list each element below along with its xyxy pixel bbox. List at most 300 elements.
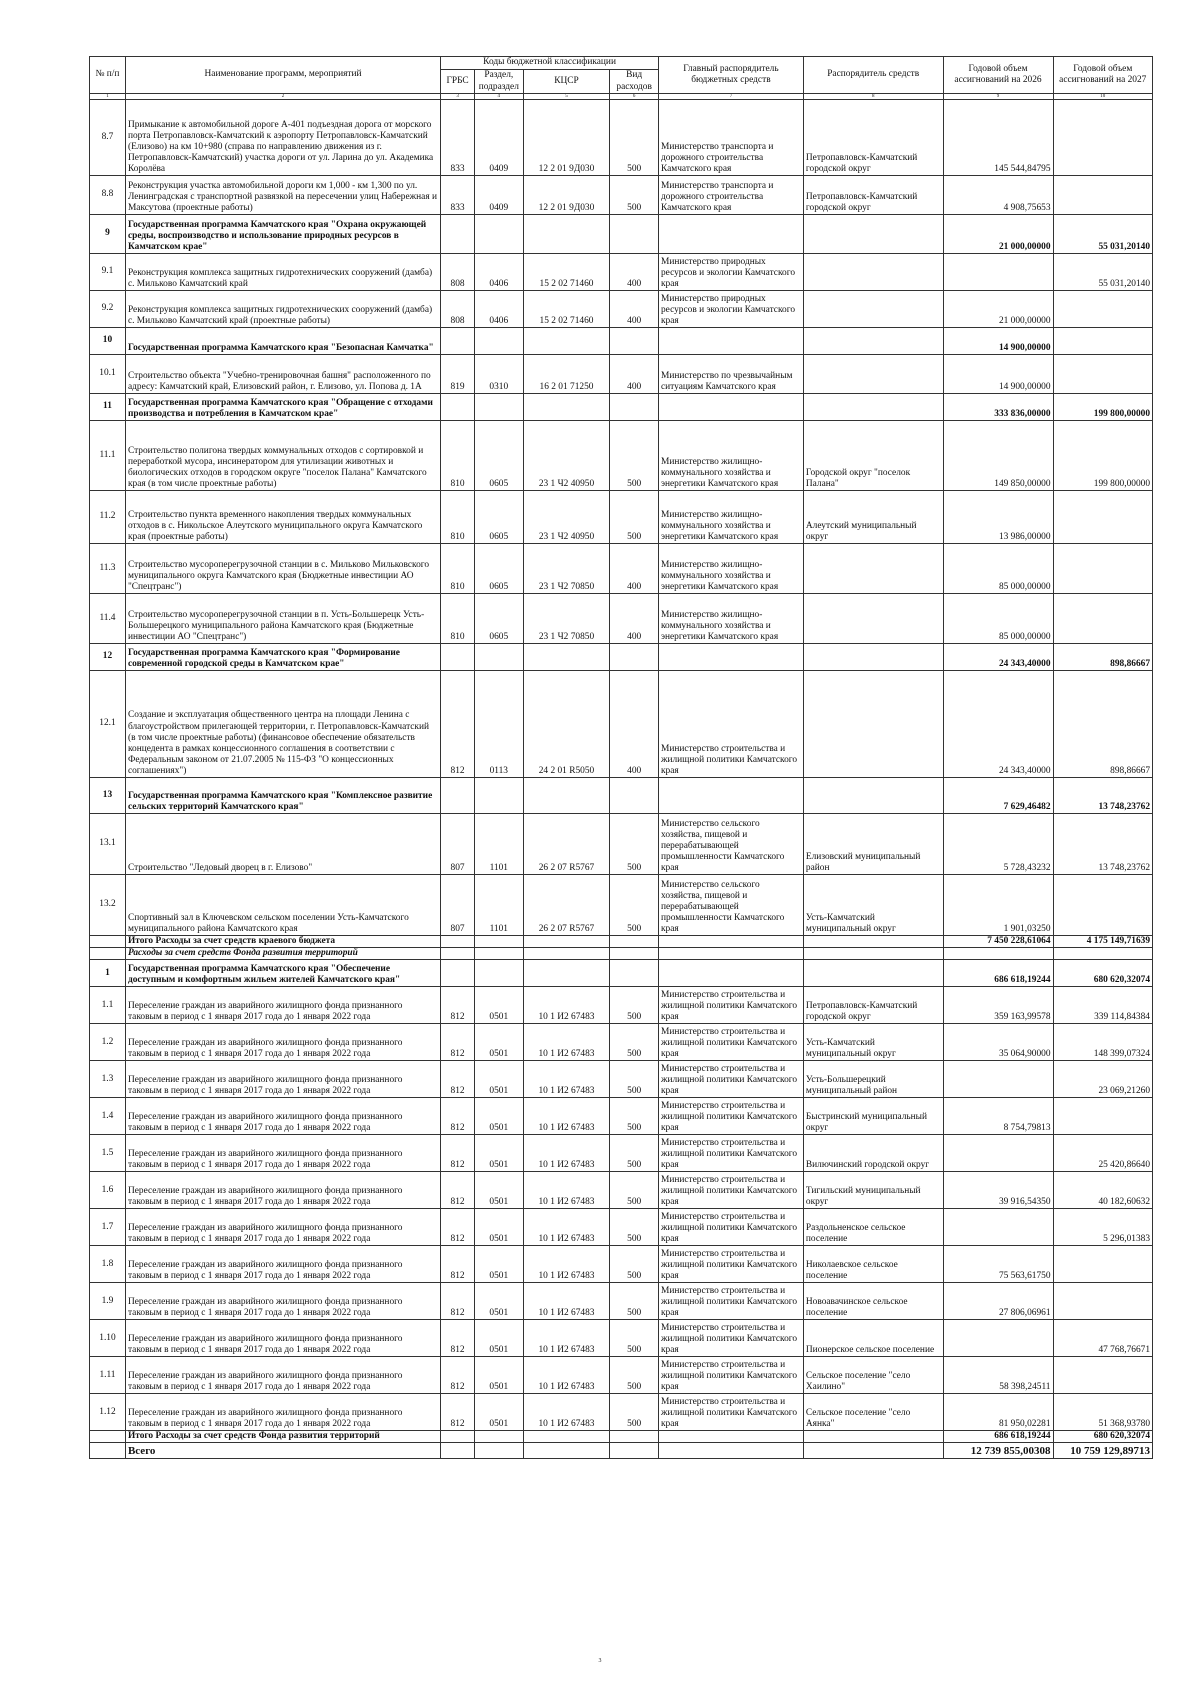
kcsr-cell — [523, 778, 610, 814]
razdel-cell: 0501 — [474, 1357, 523, 1394]
item-name: Всего — [125, 1443, 440, 1459]
manager-cell: Раздольненское сельское поселение — [803, 1209, 943, 1246]
grbs-cell — [441, 394, 475, 421]
kcsr-cell: 10 1 И2 67483 — [523, 1320, 610, 1357]
manager-cell: Петропавловск-Камчатский городской округ — [803, 987, 943, 1024]
razdel-cell — [474, 328, 523, 355]
kcsr-cell: 10 1 И2 67483 — [523, 1024, 610, 1061]
amount-2027 — [1053, 948, 1153, 960]
item-name: Итого Расходы за счет средств Фонда развития территорий — [125, 1431, 440, 1443]
amount-2027 — [1053, 1357, 1153, 1394]
grbs-cell: 812 — [441, 1098, 475, 1135]
kcsr-cell: 12 2 01 9Д030 — [523, 176, 610, 215]
amount-2026: 81 950,02281 — [943, 1394, 1053, 1431]
amount-2026: 686 618,19244 — [943, 1431, 1053, 1443]
grbs-cell: 812 — [441, 987, 475, 1024]
kcsr-cell: 12 2 01 9Д030 — [523, 100, 610, 176]
manager-cell: Усть-Камчатский муниципальный округ — [803, 1024, 943, 1061]
amount-2027 — [1053, 1246, 1153, 1283]
item-name: Государственная программа Камчатского края "Обеспечение доступным и комфортным жильем жителей Камчатского края" — [125, 960, 440, 987]
kcsr-cell: 10 1 И2 67483 — [523, 1357, 610, 1394]
row-number: 1.4 — [90, 1098, 126, 1135]
razdel-cell: 0605 — [474, 421, 523, 491]
grbs-cell: 833 — [441, 176, 475, 215]
amount-2027 — [1053, 355, 1153, 394]
main-manager-cell — [658, 948, 803, 960]
table-row — [90, 814, 1153, 875]
kcsr-cell — [523, 215, 610, 254]
table-body — [90, 100, 1153, 1459]
row-number: 12 — [90, 644, 126, 671]
razdel-cell: 0501 — [474, 1320, 523, 1357]
razdel-cell: 0501 — [474, 1172, 523, 1209]
item-name: Переселение граждан из аварийного жилищного фонда признанного таковым в период с 1 января 2017 года до 1 января 2022 года — [125, 1394, 440, 1431]
manager-cell — [803, 355, 943, 394]
vid-cell: 500 — [610, 1394, 659, 1431]
vid-cell — [610, 328, 659, 355]
amount-2026: 39 916,54350 — [943, 1172, 1053, 1209]
table-row — [90, 1246, 1153, 1283]
main-manager-cell: Министерство транспорта и дорожного строительства Камчатского края — [658, 100, 803, 176]
item-name: Реконструкция участка автомобильной дороги км 1,000 - км 1,300 по ул. Ленинградская с транспортной развязкой на пересечении улиц Набережная и Максутова (проектные работы) — [125, 176, 440, 215]
manager-cell — [803, 328, 943, 355]
amount-2026: 1 901,03250 — [943, 875, 1053, 936]
manager-cell: Сельское поселение "село Хаилино" — [803, 1357, 943, 1394]
row-number — [90, 936, 126, 948]
amount-2027 — [1053, 875, 1153, 936]
vid-cell: 500 — [610, 176, 659, 215]
item-name: Переселение граждан из аварийного жилищного фонда признанного таковым в период с 1 января 2017 года до 1 января 2022 года — [125, 1098, 440, 1135]
grbs-cell — [441, 948, 475, 960]
vid-cell: 500 — [610, 491, 659, 544]
vid-cell — [610, 1431, 659, 1443]
main-manager-cell: Министерство жилищно-коммунального хозяйства и энергетики Камчатского края — [658, 491, 803, 544]
item-name: Переселение граждан из аварийного жилищного фонда признанного таковым в период с 1 января 2017 года до 1 января 2022 года — [125, 1135, 440, 1172]
main-manager-cell: Министерство строительства и жилищной политики Камчатского края — [658, 671, 803, 778]
amount-2026 — [943, 1061, 1053, 1098]
amount-2026: 333 836,00000 — [943, 394, 1053, 421]
kcsr-cell — [523, 1431, 610, 1443]
razdel-cell — [474, 936, 523, 948]
main-manager-cell: Министерство строительства и жилищной политики Камчатского края — [658, 1357, 803, 1394]
razdel-cell: 0409 — [474, 100, 523, 176]
grbs-cell: 810 — [441, 491, 475, 544]
amount-2027: 4 175 149,71639 — [1053, 936, 1153, 948]
amount-2027: 898,86667 — [1053, 671, 1153, 778]
main-manager-cell: Министерство сельского хозяйства, пищевой и перерабатывающей промышленности Камчатского края — [658, 814, 803, 875]
table-row — [90, 1098, 1153, 1135]
manager-cell — [803, 1443, 943, 1459]
razdel-cell: 0501 — [474, 987, 523, 1024]
amount-2027: 680 620,32074 — [1053, 960, 1153, 987]
amount-2026 — [943, 254, 1053, 291]
grbs-cell: 808 — [441, 254, 475, 291]
amount-2026 — [943, 948, 1053, 960]
table-row — [90, 100, 1153, 176]
razdel-cell — [474, 394, 523, 421]
razdel-cell: 0406 — [474, 254, 523, 291]
item-name: Государственная программа Камчатского края "Комплексное развитие сельских территорий Камчатского края" — [125, 778, 440, 814]
table-row — [90, 875, 1153, 936]
table-row — [90, 1135, 1153, 1172]
table-row — [90, 544, 1153, 594]
main-manager-cell: Министерство строительства и жилищной политики Камчатского края — [658, 1172, 803, 1209]
grbs-cell: 810 — [441, 421, 475, 491]
row-number: 10 — [90, 328, 126, 355]
main-manager-cell: Министерство природных ресурсов и экологии Камчатского края — [658, 254, 803, 291]
grbs-cell — [441, 1431, 475, 1443]
table-row — [90, 1357, 1153, 1394]
amount-2026: 149 850,00000 — [943, 421, 1053, 491]
kcsr-cell: 16 2 01 71250 — [523, 355, 610, 394]
row-number: 11 — [90, 394, 126, 421]
kcsr-cell: 10 1 И2 67483 — [523, 1135, 610, 1172]
razdel-cell — [474, 778, 523, 814]
amount-2027: 55 031,20140 — [1053, 215, 1153, 254]
manager-cell — [803, 778, 943, 814]
vid-cell — [610, 1443, 659, 1459]
amount-2027: 199 800,00000 — [1053, 421, 1153, 491]
main-manager-cell: Министерство транспорта и дорожного строительства Камчатского края — [658, 176, 803, 215]
kcsr-cell — [523, 1443, 610, 1459]
manager-cell — [803, 254, 943, 291]
item-name: Строительство полигона твердых коммунальных отходов с сортировкой и переработкой мусора, инсинератором для утилизации животных и биологических отходов в городском округе "поселок Палана" Камчатского края (в том числе проектные работы) — [125, 421, 440, 491]
kcsr-cell: 10 1 И2 67483 — [523, 1283, 610, 1320]
amount-2027 — [1053, 594, 1153, 644]
main-manager-cell — [658, 1443, 803, 1459]
item-name: Переселение граждан из аварийного жилищного фонда признанного таковым в период с 1 января 2017 года до 1 января 2022 года — [125, 1061, 440, 1098]
grbs-cell: 812 — [441, 1246, 475, 1283]
manager-cell — [803, 544, 943, 594]
manager-cell: Городской округ "поселок Палана" — [803, 421, 943, 491]
header-kcsr: КЦСР — [523, 70, 610, 94]
kcsr-cell — [523, 936, 610, 948]
grbs-cell: 812 — [441, 1394, 475, 1431]
table-row — [90, 1283, 1153, 1320]
total-row — [90, 936, 1153, 948]
main-manager-cell: Министерство по чрезвычайным ситуациям Камчатского края — [658, 355, 803, 394]
vid-cell — [610, 948, 659, 960]
main-manager-cell: Министерство строительства и жилищной политики Камчатского края — [658, 1098, 803, 1135]
amount-2026: 4 908,75653 — [943, 176, 1053, 215]
manager-cell: Тигильский муниципальный округ — [803, 1172, 943, 1209]
col-number: 7 — [658, 94, 803, 100]
vid-cell: 500 — [610, 1357, 659, 1394]
razdel-cell: 0501 — [474, 1098, 523, 1135]
item-name: Переселение граждан из аварийного жилищного фонда признанного таковым в период с 1 января 2017 года до 1 января 2022 года — [125, 1209, 440, 1246]
vid-cell: 500 — [610, 1098, 659, 1135]
item-name: Реконструкция комплекса защитных гидротехнических сооружений (дамба) с. Мильково Камчатский край — [125, 254, 440, 291]
razdel-cell: 0310 — [474, 355, 523, 394]
grbs-cell: 812 — [441, 1172, 475, 1209]
kcsr-cell — [523, 960, 610, 987]
amount-2026: 12 739 855,00308 — [943, 1443, 1053, 1459]
grbs-cell — [441, 328, 475, 355]
razdel-cell: 0409 — [474, 176, 523, 215]
item-name: Государственная программа Камчатского края "Обращение с отходами производства и потребления в Камчатском крае" — [125, 394, 440, 421]
vid-cell: 500 — [610, 875, 659, 936]
row-number: 1.5 — [90, 1135, 126, 1172]
program-row — [90, 778, 1153, 814]
razdel-cell: 0605 — [474, 491, 523, 544]
main-manager-cell: Министерство жилищно-коммунального хозяйства и энергетики Камчатского края — [658, 594, 803, 644]
vid-cell — [610, 960, 659, 987]
table-row — [90, 421, 1153, 491]
amount-2026 — [943, 1209, 1053, 1246]
razdel-cell: 0501 — [474, 1135, 523, 1172]
vid-cell: 500 — [610, 1024, 659, 1061]
grbs-cell — [441, 215, 475, 254]
razdel-cell: 0501 — [474, 1394, 523, 1431]
col-number: 5 — [523, 94, 610, 100]
table-row — [90, 355, 1153, 394]
amount-2026: 14 900,00000 — [943, 328, 1053, 355]
kcsr-cell: 24 2 01 R5050 — [523, 671, 610, 778]
manager-cell — [803, 291, 943, 328]
amount-2027 — [1053, 491, 1153, 544]
page-number: 3 — [598, 1658, 602, 1664]
amount-2027 — [1053, 291, 1153, 328]
main-manager-cell: Министерство строительства и жилищной политики Камчатского края — [658, 1320, 803, 1357]
main-manager-cell: Министерство жилищно-коммунального хозяйства и энергетики Камчатского края — [658, 421, 803, 491]
table-row — [90, 1024, 1153, 1061]
main-manager-cell — [658, 394, 803, 421]
header-year-2027: Годовой объем ассигнований на 2027 — [1053, 57, 1153, 94]
kcsr-cell — [523, 328, 610, 355]
grbs-cell: 833 — [441, 100, 475, 176]
grbs-cell — [441, 960, 475, 987]
row-number — [90, 1443, 126, 1459]
amount-2027: 13 748,23762 — [1053, 814, 1153, 875]
amount-2027: 148 399,07324 — [1053, 1024, 1153, 1061]
amount-2026: 5 728,43232 — [943, 814, 1053, 875]
main-manager-cell: Министерство строительства и жилищной политики Камчатского края — [658, 1135, 803, 1172]
grbs-cell: 812 — [441, 1061, 475, 1098]
vid-cell: 500 — [610, 987, 659, 1024]
amount-2027 — [1053, 544, 1153, 594]
header-main-manager: Главный распорядитель бюджетных средств — [658, 57, 803, 94]
header-razdel: Раздел, подраздел — [474, 70, 523, 94]
kcsr-cell: 15 2 02 71460 — [523, 291, 610, 328]
manager-cell: Пионерское сельское поселение — [803, 1320, 943, 1357]
grbs-cell: 812 — [441, 1320, 475, 1357]
row-number: 10.1 — [90, 355, 126, 394]
grbs-cell — [441, 1443, 475, 1459]
table-row — [90, 1172, 1153, 1209]
item-name: Строительство объекта "Учебно-тренировочная башня" расположенного по адресу: Камчатский край, Елизовский район, г. Елизово, ул. Попова д. 1А — [125, 355, 440, 394]
row-number: 1.2 — [90, 1024, 126, 1061]
main-manager-cell — [658, 778, 803, 814]
amount-2027 — [1053, 1283, 1153, 1320]
program-row — [90, 960, 1153, 987]
col-number: 8 — [803, 94, 943, 100]
vid-cell: 400 — [610, 544, 659, 594]
vid-cell: 500 — [610, 100, 659, 176]
amount-2027: 680 620,32074 — [1053, 1431, 1153, 1443]
amount-2027: 13 748,23762 — [1053, 778, 1153, 814]
row-number: 9.2 — [90, 291, 126, 328]
amount-2026: 7 629,46482 — [943, 778, 1053, 814]
amount-2027: 51 368,93780 — [1053, 1394, 1153, 1431]
col-number: 1 — [90, 94, 126, 100]
amount-2026: 85 000,00000 — [943, 594, 1053, 644]
program-row — [90, 328, 1153, 355]
table-row — [90, 491, 1153, 544]
row-number: 11.3 — [90, 544, 126, 594]
total-row — [90, 1431, 1153, 1443]
main-manager-cell: Министерство жилищно-коммунального хозяйства и энергетики Камчатского края — [658, 544, 803, 594]
table-row — [90, 1061, 1153, 1098]
razdel-cell: 1101 — [474, 875, 523, 936]
kcsr-cell: 23 1 Ч2 70850 — [523, 544, 610, 594]
item-name: Переселение граждан из аварийного жилищного фонда признанного таковым в период с 1 января 2017 года до 1 января 2022 года — [125, 1024, 440, 1061]
item-name: Переселение граждан из аварийного жилищного фонда признанного таковым в период с 1 января 2017 года до 1 января 2022 года — [125, 1172, 440, 1209]
col-number: 6 — [610, 94, 659, 100]
razdel-cell: 0501 — [474, 1283, 523, 1320]
manager-cell — [803, 671, 943, 778]
manager-cell: Сельское поселение "село Аянка" — [803, 1394, 943, 1431]
amount-2027: 339 114,84384 — [1053, 987, 1153, 1024]
amount-2026: 75 563,61750 — [943, 1246, 1053, 1283]
row-number: 1.7 — [90, 1209, 126, 1246]
main-manager-cell: Министерство строительства и жилищной политики Камчатского края — [658, 1024, 803, 1061]
table-row — [90, 176, 1153, 215]
manager-cell: Елизовский муниципальный район — [803, 814, 943, 875]
row-number: 1.10 — [90, 1320, 126, 1357]
header-kbk-group: Коды бюджетной классификации — [441, 57, 659, 70]
table-row — [90, 1320, 1153, 1357]
razdel-cell: 0113 — [474, 671, 523, 778]
row-number: 13.1 — [90, 814, 126, 875]
row-number: 1 — [90, 960, 126, 987]
manager-cell — [803, 936, 943, 948]
grbs-cell: 812 — [441, 1024, 475, 1061]
item-name: Строительство "Ледовый дворец в г. Елизово" — [125, 814, 440, 875]
razdel-cell: 0605 — [474, 594, 523, 644]
col-number: 2 — [125, 94, 440, 100]
item-name: Реконструкция комплекса защитных гидротехнических сооружений (дамба) с. Мильково Камчатский край (проектные работы) — [125, 291, 440, 328]
manager-cell — [803, 948, 943, 960]
row-number: 13 — [90, 778, 126, 814]
kcsr-cell: 15 2 02 71460 — [523, 254, 610, 291]
amount-2026: 13 986,00000 — [943, 491, 1053, 544]
manager-cell: Быстринский муниципальный округ — [803, 1098, 943, 1135]
table-row — [90, 594, 1153, 644]
vid-cell: 500 — [610, 1246, 659, 1283]
grbs-cell — [441, 936, 475, 948]
row-number: 11.2 — [90, 491, 126, 544]
amount-2027: 47 768,76671 — [1053, 1320, 1153, 1357]
manager-cell: Вилючинский городской округ — [803, 1135, 943, 1172]
row-number: 11.1 — [90, 421, 126, 491]
vid-cell: 500 — [610, 421, 659, 491]
col-number: 3 — [441, 94, 475, 100]
razdel-cell: 0406 — [474, 291, 523, 328]
kcsr-cell: 23 1 Ч2 40950 — [523, 491, 610, 544]
manager-cell: Николаевское сельское поселение — [803, 1246, 943, 1283]
manager-cell: Алеутский муниципальный округ — [803, 491, 943, 544]
amount-2027: 55 031,20140 — [1053, 254, 1153, 291]
item-name: Строительство мусороперегрузочной станции в п. Усть-Большерецк Усть-Большерецкого муниципального района Камчатского края (Бюджетные инвестиции АО "Спецтранс") — [125, 594, 440, 644]
grbs-cell — [441, 778, 475, 814]
row-number: 9.1 — [90, 254, 126, 291]
row-number: 8.8 — [90, 176, 126, 215]
grbs-cell: 807 — [441, 814, 475, 875]
razdel-cell — [474, 960, 523, 987]
vid-cell: 500 — [610, 814, 659, 875]
header-year-2026: Годовой объем ассигнований на 2026 — [943, 57, 1053, 94]
razdel-cell — [474, 1443, 523, 1459]
amount-2026: 24 343,40000 — [943, 644, 1053, 671]
budget-table-page — [89, 56, 1153, 1459]
manager-cell — [803, 960, 943, 987]
vid-cell: 400 — [610, 254, 659, 291]
item-name: Спортивный зал в Ключевском сельском поселении Усть-Камчатского муниципального района Камчатского края — [125, 875, 440, 936]
row-number — [90, 1431, 126, 1443]
grbs-cell: 810 — [441, 594, 475, 644]
razdel-cell: 0501 — [474, 1246, 523, 1283]
col-number: 9 — [943, 94, 1053, 100]
kcsr-cell: 10 1 И2 67483 — [523, 1061, 610, 1098]
table-row — [90, 291, 1153, 328]
row-number: 13.2 — [90, 875, 126, 936]
vid-cell: 500 — [610, 1320, 659, 1357]
item-name: Переселение граждан из аварийного жилищного фонда признанного таковым в период с 1 января 2017 года до 1 января 2022 года — [125, 1320, 440, 1357]
amount-2026: 35 064,90000 — [943, 1024, 1053, 1061]
kcsr-cell: 26 2 07 R5767 — [523, 875, 610, 936]
header-vid: Вид расходов — [610, 70, 659, 94]
row-number: 1.3 — [90, 1061, 126, 1098]
header-no: № п/п — [90, 57, 126, 94]
kcsr-cell: 23 1 Ч2 70850 — [523, 594, 610, 644]
razdel-cell: 0501 — [474, 1209, 523, 1246]
main-manager-cell — [658, 215, 803, 254]
grbs-cell: 812 — [441, 1283, 475, 1320]
grbs-cell: 812 — [441, 671, 475, 778]
amount-2026: 145 544,84795 — [943, 100, 1053, 176]
kcsr-cell: 10 1 И2 67483 — [523, 987, 610, 1024]
kcsr-cell: 10 1 И2 67483 — [523, 1246, 610, 1283]
manager-cell: Усть-Камчатский муниципальный округ — [803, 875, 943, 936]
main-manager-cell — [658, 936, 803, 948]
kcsr-cell: 26 2 07 R5767 — [523, 814, 610, 875]
vid-cell — [610, 644, 659, 671]
grbs-cell: 807 — [441, 875, 475, 936]
item-name: Строительство пункта временного накопления твердых коммунальных отходов в с. Никольское Алеутского муниципального округа Камчатского края (проектные работы) — [125, 491, 440, 544]
manager-cell — [803, 1431, 943, 1443]
razdel-cell: 0501 — [474, 1061, 523, 1098]
main-manager-cell: Министерство строительства и жилищной политики Камчатского края — [658, 1283, 803, 1320]
program-row — [90, 394, 1153, 421]
item-name: Переселение граждан из аварийного жилищного фонда признанного таковым в период с 1 января 2017 года до 1 января 2022 года — [125, 987, 440, 1024]
item-name: Государственная программа Камчатского края "Формирование современной городской среды в Камчатском крае" — [125, 644, 440, 671]
vid-cell — [610, 394, 659, 421]
row-number: 11.4 — [90, 594, 126, 644]
amount-2027 — [1053, 1098, 1153, 1135]
section-row — [90, 948, 1153, 960]
item-name: Государственная программа Камчатского края "Охрана окружающей среды, воспроизводство и использование природных ресурсов в Камчатском крае" — [125, 215, 440, 254]
amount-2027: 199 800,00000 — [1053, 394, 1153, 421]
amount-2026: 8 754,79813 — [943, 1098, 1053, 1135]
kcsr-cell: 10 1 И2 67483 — [523, 1172, 610, 1209]
main-manager-cell: Министерство сельского хозяйства, пищевой и перерабатывающей промышленности Камчатского края — [658, 875, 803, 936]
row-number: 8.7 — [90, 100, 126, 176]
row-number: 1.8 — [90, 1246, 126, 1283]
table-row — [90, 671, 1153, 778]
row-number: 1.9 — [90, 1283, 126, 1320]
item-name: Итого Расходы за счет средств краевого бюджета — [125, 936, 440, 948]
amount-2026 — [943, 1135, 1053, 1172]
